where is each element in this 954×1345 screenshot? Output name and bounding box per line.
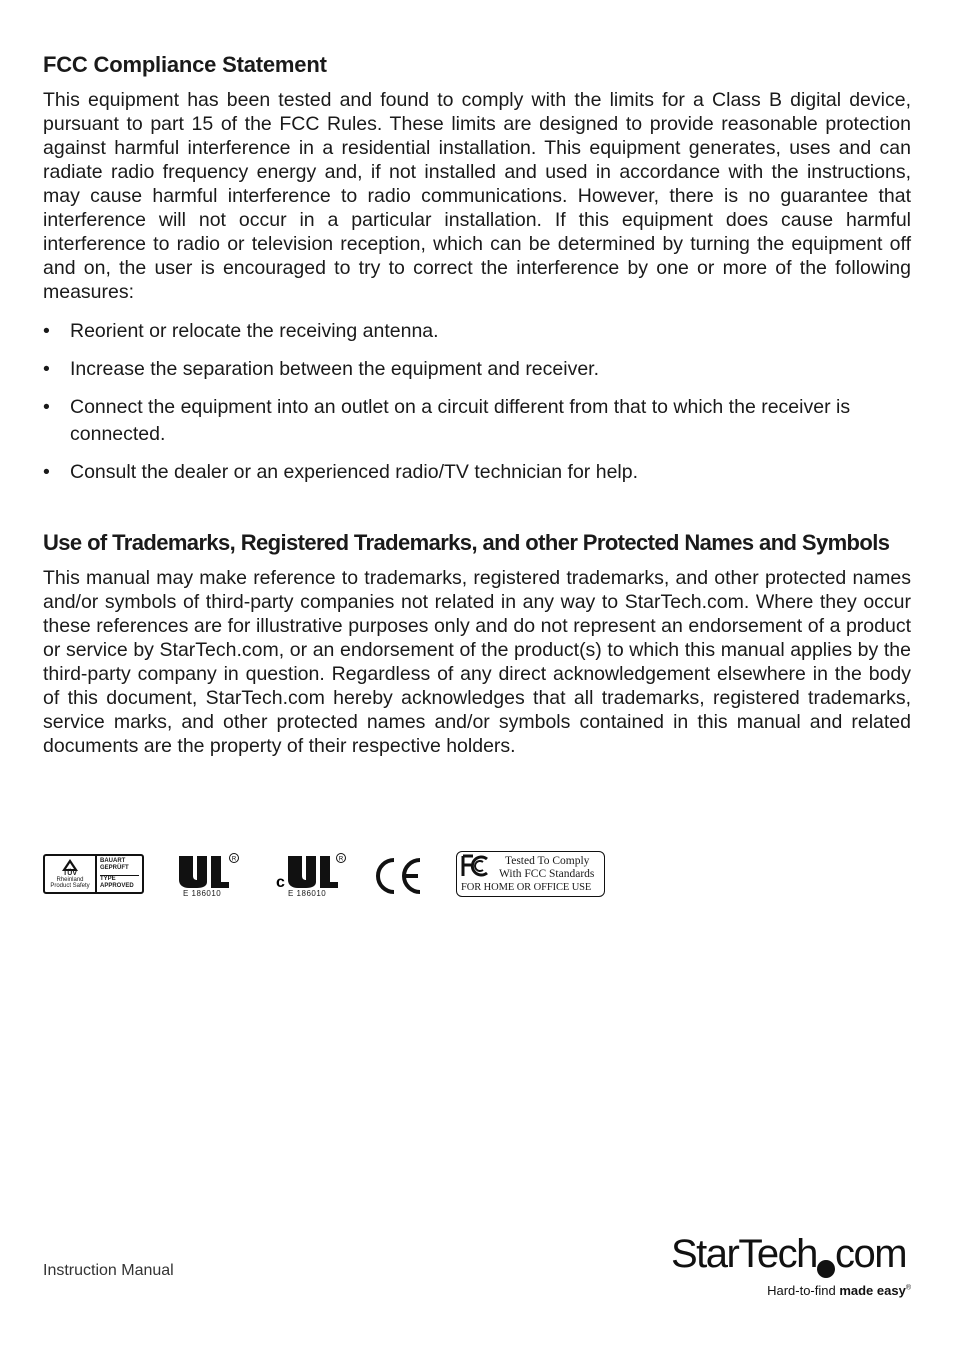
cul-listed-logo xyxy=(276,852,348,900)
brand-dot-icon xyxy=(817,1260,835,1278)
fcc-heading: FCC Compliance Statement xyxy=(43,52,327,77)
fcc-logo-text: With FCC Standards xyxy=(499,868,595,880)
tagline-plain: Hard-to-find xyxy=(767,1283,840,1298)
trademarks-section xyxy=(43,530,911,758)
startech-logo xyxy=(671,1232,911,1304)
fcc-logo-text: FOR HOME OR OFFICE USE xyxy=(461,882,592,893)
bullet: • xyxy=(43,461,50,483)
tagline-registered: ® xyxy=(905,1284,911,1292)
tuv-text: TYPE xyxy=(100,876,116,882)
page-content xyxy=(43,52,911,758)
tuv-text: BAUART xyxy=(100,858,126,864)
ce-mark-logo xyxy=(374,856,424,896)
brand-name: StarTech xyxy=(671,1232,817,1276)
tuv-text: Product Safety xyxy=(50,883,90,889)
tuv-mark xyxy=(45,856,97,892)
list-item-text: Reorient or relocate the receiving antenna. xyxy=(70,320,439,342)
bullet: • xyxy=(43,320,50,342)
tuv-certification-logo xyxy=(43,854,144,894)
tagline-bold: made easy xyxy=(839,1283,906,1298)
list-item xyxy=(43,459,911,486)
tuv-text: GEPRÜFT xyxy=(100,865,129,871)
trademarks-body: This manual may make reference to trademarks, registered trademarks, and other protected names and/or symbols of third-party companies not related in any way to StarTech.com. Where they occur these references are for illustrative purposes only and do not represent an endorsement of a product or service by StarTech.com, or an endorsement of the product(s) to which this manual applies by the third-party company in question. Regardless of any direct acknowledgement elsewhere in the body of this document, StarTech.com hereby acknowledges that all trademarks, registered trademarks, service marks, and other protected names and/or symbols contained in this manual and related documents are the property of their respective holders. xyxy=(43,567,911,757)
svg-text:c: c xyxy=(276,874,285,891)
fcc-measures-list xyxy=(43,318,911,486)
footer-label: Instruction Manual xyxy=(43,1262,174,1279)
list-item-text: Consult the dealer or an experienced radio/TV technician for help. xyxy=(70,461,639,483)
bullet: • xyxy=(43,358,50,380)
trademarks-heading: Use of Trademarks, Registered Trademarks, and other Protected Names and Symbols xyxy=(43,530,890,555)
list-item-text: Increase the separation between the equipment and receiver. xyxy=(70,358,600,380)
ce-icon xyxy=(374,856,424,896)
fcc-logo-text: Tested To Comply xyxy=(505,855,590,867)
list-item xyxy=(43,318,911,345)
svg-text:R: R xyxy=(338,856,344,863)
tuv-approval xyxy=(97,856,142,892)
list-item xyxy=(43,394,911,448)
brand-suffix: com xyxy=(835,1232,907,1276)
bullet: • xyxy=(43,396,50,418)
fcc-body: This equipment has been tested and found to comply with the limits for a Class B digital device, pursuant to part 15 of the FCC Rules. These limits are designed to provide reasonable protection against harmful interference in a residential installation. This equipment generates, uses and can radiate radio frequency energy and, if not installed and used in accordance with the instructions, may cause harmful interference to radio communications. However, there is no guarantee that interference will not occur in a particular installation. If this equipment does cause harmful interference to radio or television reception, which can be determined by turning the equipment off and on, the user is encouraged to try to correct the interference by one or more of the following measures: xyxy=(43,89,911,303)
list-item-text: Connect the equipment into an outlet on a circuit different from that to which the receiver is connected. xyxy=(70,396,851,445)
fcc-icon xyxy=(461,854,491,878)
fcc-compliance-logo xyxy=(456,851,605,897)
svg-text:R: R xyxy=(231,856,237,863)
list-item xyxy=(43,356,911,383)
ul-listed-logo xyxy=(177,852,247,900)
tuv-text: Rheinland xyxy=(56,877,84,883)
brand-tagline xyxy=(767,1283,911,1298)
certification-logos xyxy=(43,850,613,902)
cul-file-number: E 186010 xyxy=(288,889,327,898)
tuv-text: APPROVED xyxy=(100,883,134,889)
tuv-text: TÜV xyxy=(63,870,77,877)
ul-file-number: E 186010 xyxy=(183,889,222,898)
